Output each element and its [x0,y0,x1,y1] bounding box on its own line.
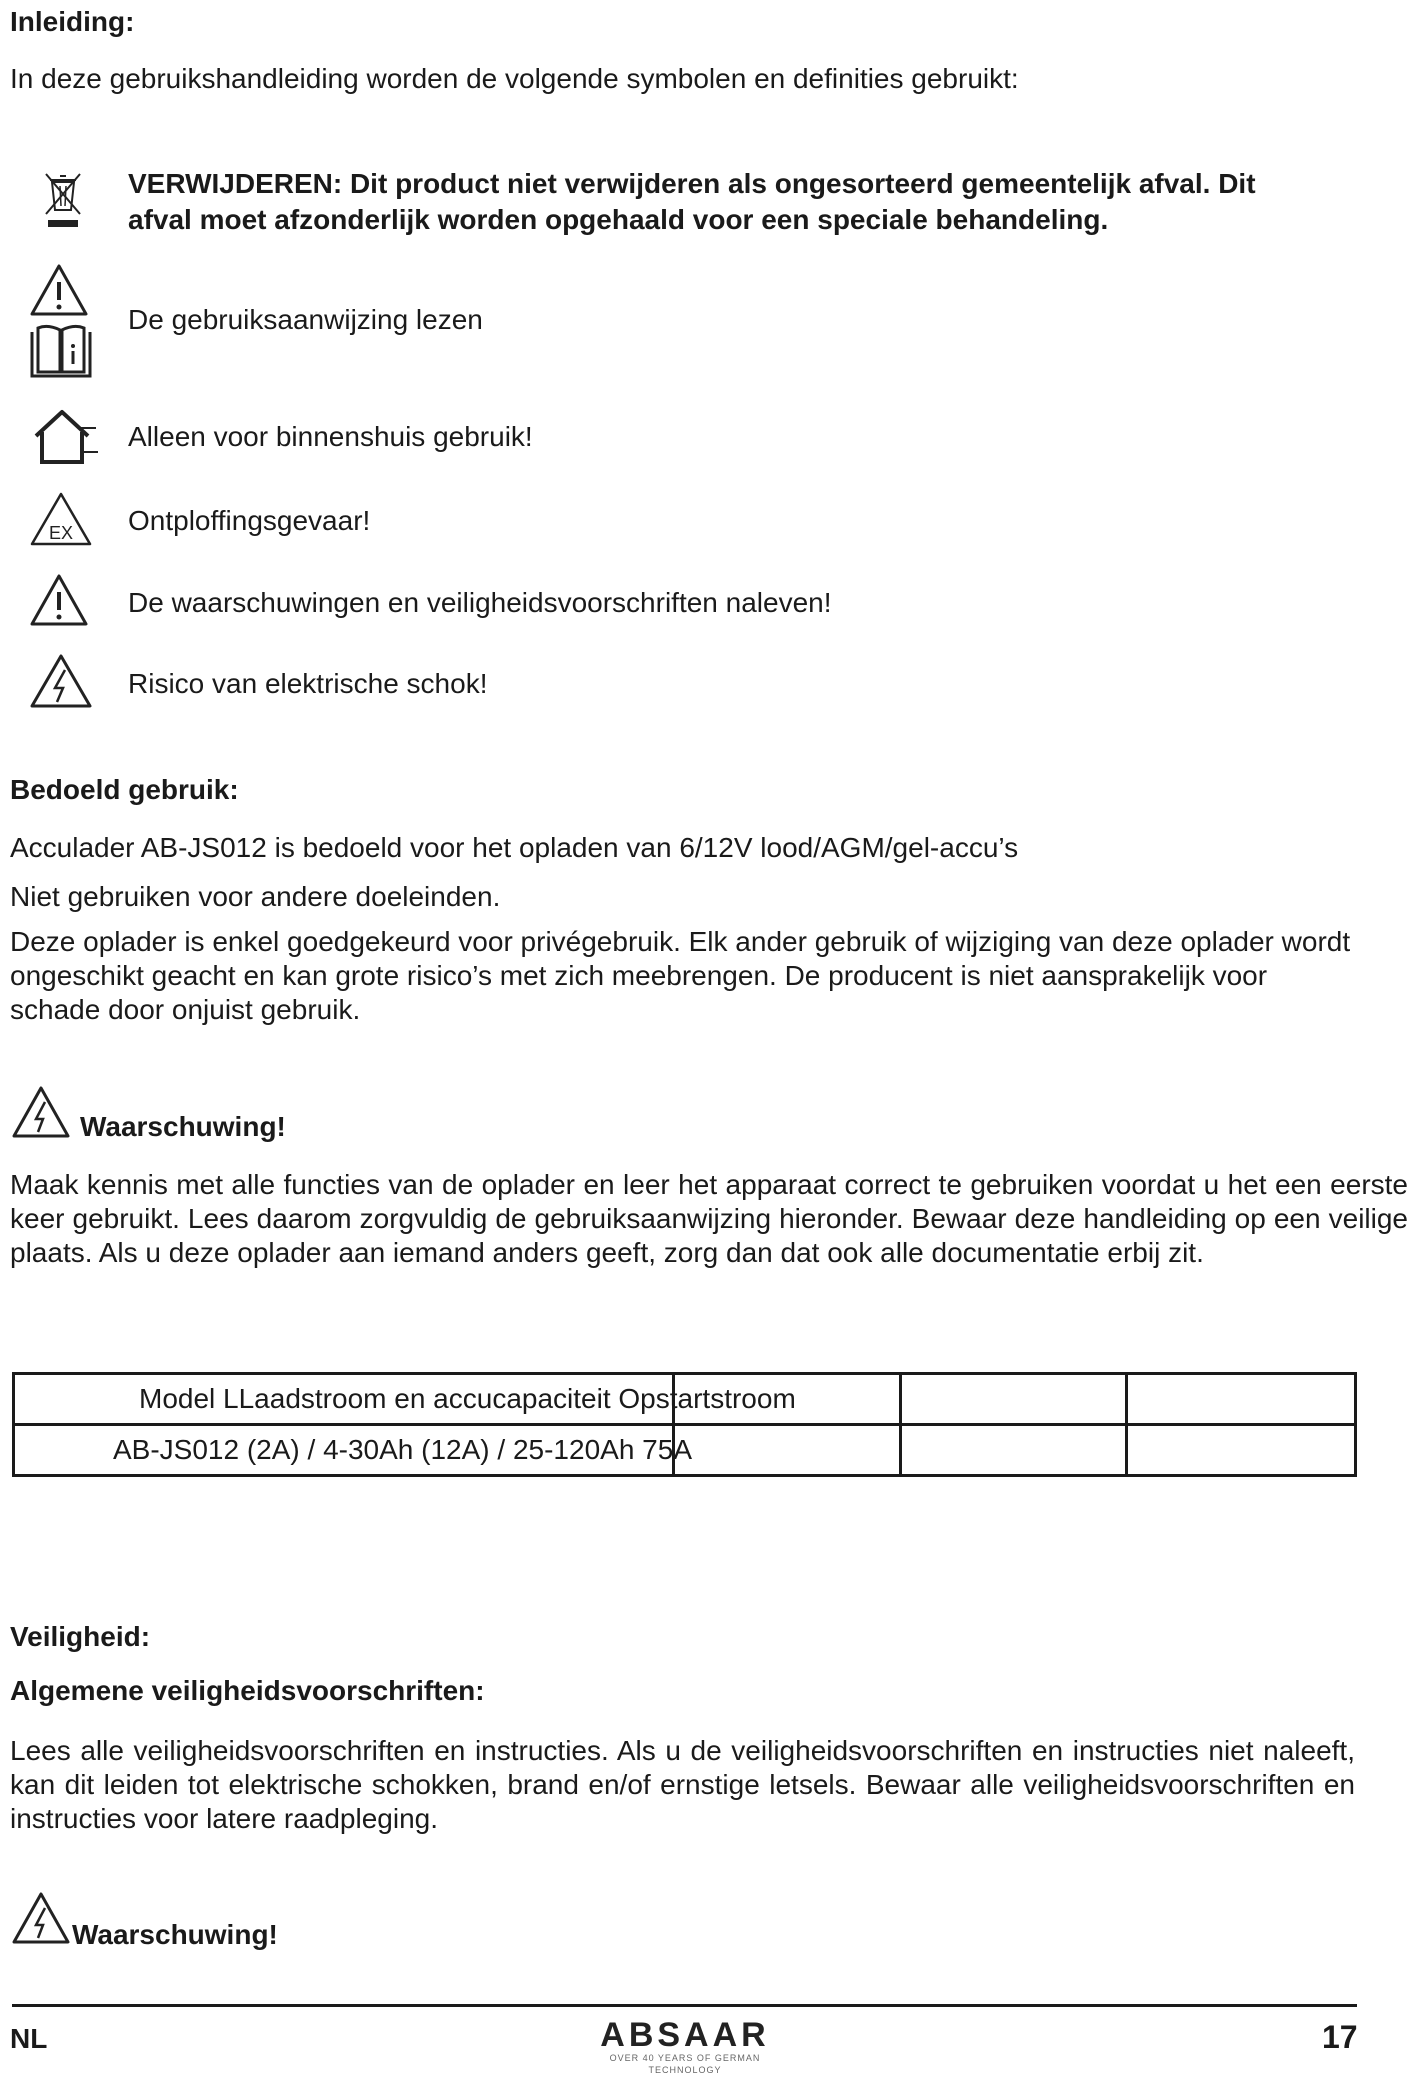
intro-heading: Inleiding: [10,6,135,37]
page-number: 17 [1322,2019,1358,2055]
footer-language: NL [10,2023,48,2054]
explosion-ex-icon [28,490,94,548]
indoor-text: Alleen voor binnenshuis gebruik! [128,421,533,452]
warning-paragraph: Maak kennis met alle functies van de oplader en leer het apparaat correct te gebruiken voordat u het een eerste keer gebruikt. Lees daarom zorgvuldig de gebruiksaanwijzing hieronder. Bewaar deze handleiding op een veilige plaats. Als u deze oplader aan iemand anders geeft, zorg dan dat ook alle documentatie erbij zit. [10,1169,1408,1268]
warning-heading-2: Waarschuwing! [72,1919,278,1950]
intended-use-paragraph: Deze oplader is enkel goedgekeurd voor privégebruik. Elk ander gebruik of wijziging van deze oplader wordt ongeschikt geacht en kan grote risico’s met zich meebrengen. De producent is niet aansprakelijk voor schade door onjuist gebruik. [10,926,1351,1025]
safety-heading: Veiligheid: [10,1621,151,1652]
disposal-text-line2: afval moet afzonderlijk worden opgehaald voor een speciale behandeling. [128,204,1109,235]
manual-book-icon [28,322,94,380]
brand-logo-tagline: OVER 40 YEARS OF GERMAN TECHNOLOGY [609,2053,761,2075]
warning-heading: Waarschuwing! [80,1111,286,1142]
shock-text: Risico van elektrische schok! [128,668,488,699]
spec-row1-text: Model LLaadstroom en accucapaciteit Opstartstroom [139,1383,796,1414]
read-manual-text: De gebruiksaanwijzing lezen [128,304,483,335]
electric-shock-icon [10,1890,72,1946]
brand-logo-text: ABSAAR [600,2016,770,2054]
intended-use-heading: Bedoeld gebruik: [10,774,239,805]
electric-shock-icon [10,1084,72,1140]
intended-use-line2: Niet gebruiken voor andere doeleinden. [10,881,501,912]
warning-triangle-icon [28,262,90,318]
intended-use-line1: Acculader AB-JS012 is bedoeld voor het opladen van 6/12V lood/AGM/gel-accu’s [10,832,1019,863]
spec-table [12,1372,1357,1477]
table-row [14,1425,1356,1476]
indoor-house-icon [28,408,100,466]
explosion-text: Ontploffingsgevaar! [128,505,371,536]
safety-paragraph: Lees alle veiligheidsvoorschriften en instructies. Als u de veiligheidsvoorschriften en instructies niet naleeft, kan dit leiden tot elektrische schokken, brand en/of ernstige letsels. Bewaar alle veiligheidsvoorschriften en instructies voor latere raadpleging. [10,1735,1355,1834]
brand-logo [580,2016,790,2075]
footer-divider [12,2004,1357,2007]
electric-shock-icon [28,652,94,710]
spec-row2-text: AB-JS012 (2A) / 4-30Ah (12A) / 25-120Ah 75A [113,1434,692,1465]
intro-text: In deze gebruikshandleiding worden de volgende symbolen en definities gebruikt: [10,63,1019,94]
warnings-text: De waarschuwingen en veiligheidsvoorschriften naleven! [128,587,832,618]
table-row [14,1374,1356,1425]
disposal-text-line1: VERWIJDEREN: Dit product niet verwijderen als ongesorteerd gemeentelijk afval. Dit [128,168,1256,199]
svg-text:EX: EX [48,523,74,543]
warning-triangle-icon [28,572,90,628]
safety-subheading: Algemene veiligheidsvoorschriften: [10,1675,485,1706]
crossed-bin-icon [38,170,88,232]
